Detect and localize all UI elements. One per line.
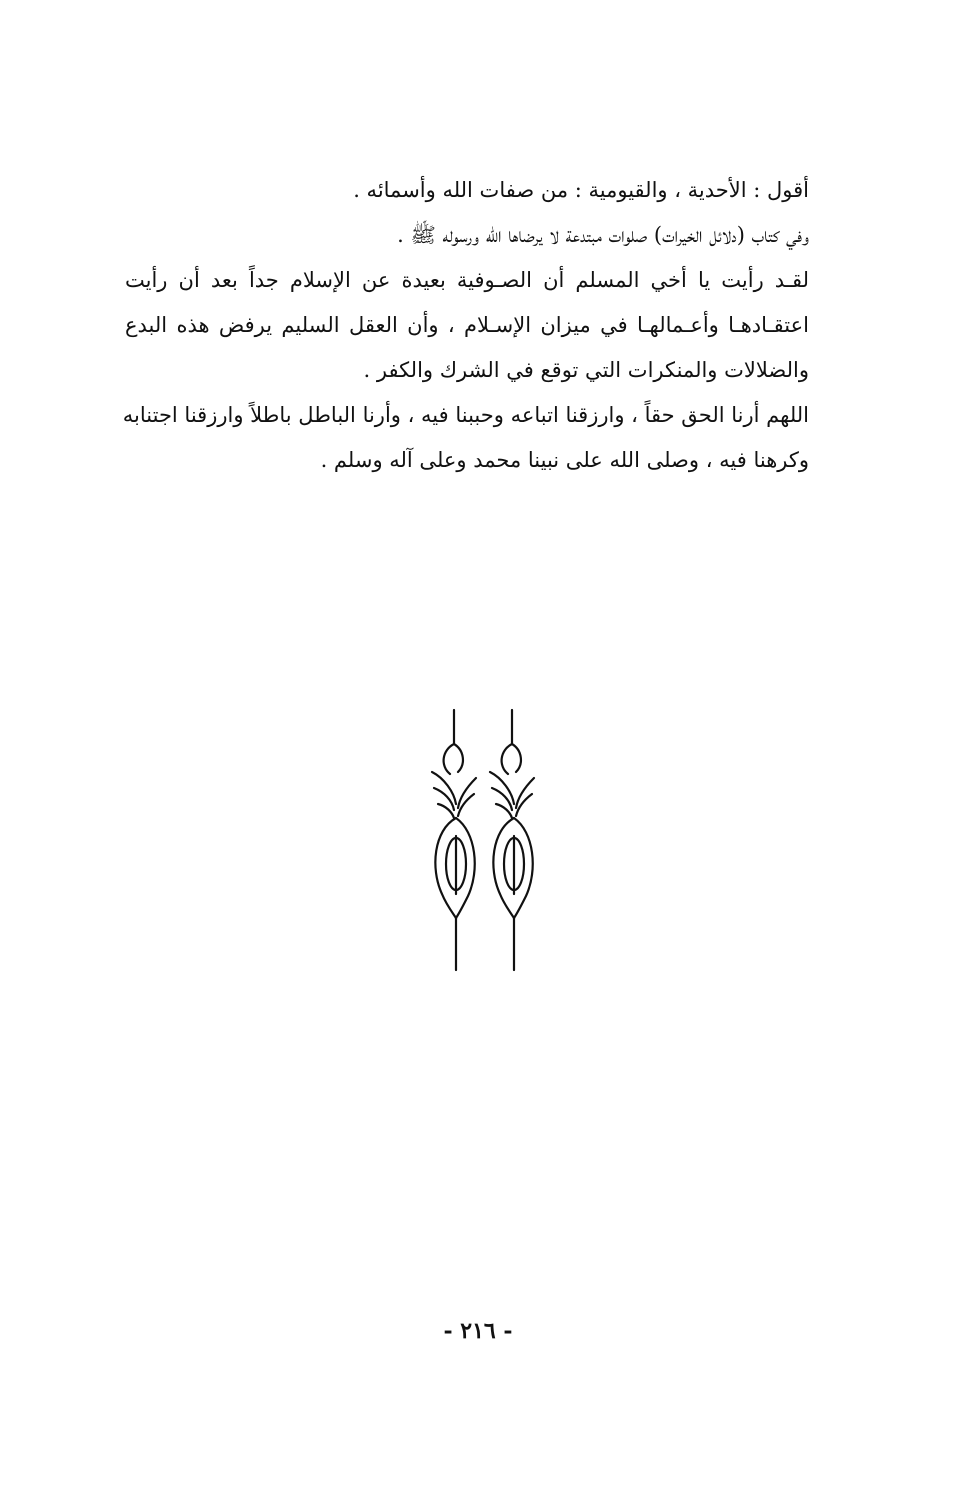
text-line-4: اعتقـادهـا وأعـمالهـا في ميزان الإسـلام ، وأن العقل السليم يرفض هذه البدع <box>125 313 809 337</box>
text-line-5: والضلالات والمنكرات التي توقع في الشرك والكفر . <box>363 358 809 382</box>
body-text <box>122 168 809 483</box>
ornament-left-motif <box>432 710 476 970</box>
text-line-3: لقـد رأيت يا أخي المسلم أن الصـوفية بعيدة عن الإسلام جداً بعد أن رأيت <box>125 268 809 292</box>
ornament-right-motif <box>490 710 534 970</box>
text-line-6: اللهم أرنا الحق حقاً ، وارزقنا اتباعه وحببنا فيه ، وأرنا الباطل باطلاً وارزقنا اجتنابه <box>122 403 809 427</box>
floral-ornament-icon <box>424 708 540 976</box>
text-line-2: وفي كتاب (دلائل الخيرات) صلوات مبتدعة لا يرضاها الله ورسوله ﷺ . <box>397 223 809 247</box>
page-number: - ٢١٦ - <box>443 1318 513 1344</box>
text-line-1: أقول : الأحدية ، والقيومية : من صفات الله وأسمائه . <box>353 178 809 202</box>
text-line-7: وكرهنا فيه ، وصلى الله على نبينا محمد وعلى آله وسلم . <box>320 448 809 472</box>
